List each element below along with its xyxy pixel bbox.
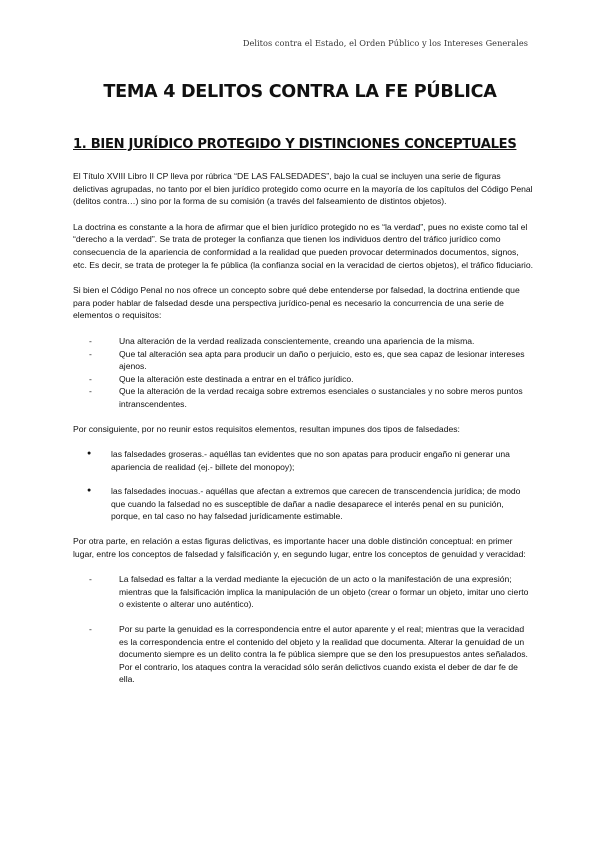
document-body [73,170,533,698]
term-label: las falsedades inocuas.- [111,486,204,497]
list-item [87,485,533,523]
requisitos-list [73,335,533,411]
list-item: - Que la alteración de la verdad recaiga sobre extremos esenciales o sustanciales y no sobre meros puntos intranscendentes. [89,385,533,410]
paragraph-2: La doctrina es constante a la hora de afirmar que el bien jurídico protegido no es “la verdad”, pues no existe como tal el “derecho a la verdad”. Se trata de proteger la confianza que tienen los individuos dentro del tráfico jurídico como consecuencia de la apariencia de conformidad a la realidad que pueden provocar determinados documentos, signos, etc. Es decir, se trata de proteger la fe pública (la confianza social en la veracidad de ciertos objetos), el tráfico fiduciario. [73,221,534,270]
paragraph-3: Si bien el Código Penal no nos ofrece un concepto sobre qué debe entenderse por falsedad, la doctrina entiende que para poder hablar de falsedad desde una perspectiva jurídico-penal es necesario la concurrencia de una serie de elementos o requisitos: [73,285,520,321]
list-item: - Por su parte la genuidad es la correspondencia entre el autor aparente y el real; mientras que la veracidad es la correspondencia entre el contenido del objeto y la realidad que documenta. Alterar la genuidad de un documento siempre es un delito contra la fe pública siempre que se den los presupuestos antes señalados. Por el contrario, los ataques contra la veracidad sólo serán delictivos cuando exista el deber de dar fe de ella. [89,623,533,686]
impunes-list [73,448,533,523]
list-item: - Que tal alteración sea apta para producir un daño o perjuicio, esto es, que sea capaz de lesionar intereses ajenos. [89,348,533,373]
list-item: - La falsedad es faltar a la verdad mediante la ejecución de un acto o la manifestación de una expresión; mientras que la falsificación implica la manipulación de un objeto (crear o formar un objeto, imitar uno cierto o existente o alterar uno auténtico). [89,573,533,611]
list-item [87,448,533,473]
section-heading: 1. BIEN JURÍDICO PROTEGIDO Y DISTINCIONES CONCEPTUALES [73,137,517,152]
term-description: aquéllas que afectan a extremos que carecen de transcendencia jurídica; de modo que cuando la falsedad no es susceptible de dañar a nadie desaparece el interés penal en su punición, porque, en tal caso no hay falsedad jurídicamente estimable. [111,486,521,522]
running-header: Delitos contra el Estado, el Orden Público y los Intereses Generales [242,38,528,48]
paragraph-1: El Título XVIII Libro II CP lleva por rúbrica “DE LAS FALSEDADES”, bajo la cual se incluyen una serie de figuras delictivas agrupadas, no tanto por el bien jurídico protegido como ocurre en la mayoría de los capítulos del Código Penal (delitos contra…) sino por la forma de su comisión (a través del falseamiento de distintos objetos). [73,171,533,207]
list-item: - Una alteración de la verdad realizada conscientemente, creando una apariencia de la misma. [89,335,533,348]
page-title: TEMA 4 DELITOS CONTRA LA FE PÚBLICA [103,82,497,102]
term-label: las falsedades groseras.- [111,449,208,460]
term-description: aquéllas tan evidentes que no son apatas para producir engaño ni generar una apariencia de realidad (ej.- billete del monopoy); [111,449,510,472]
paragraph-5: Por otra parte, en relación a estas figuras delictivas, es importante hacer una doble distinción conceptual: en primer lugar, entre los conceptos de falsedad y falsificación y, en segundo lugar, entre los conceptos de genuidad y veracidad: [73,536,526,559]
list-item: - Que la alteración este destinada a entrar en el tráfico jurídico. [89,373,533,386]
distinciones-list [73,573,533,686]
paragraph-4: Por consiguiente, por no reunir estos requisitos elementos, resultan impunes dos tipos de falsedades: [73,423,460,434]
